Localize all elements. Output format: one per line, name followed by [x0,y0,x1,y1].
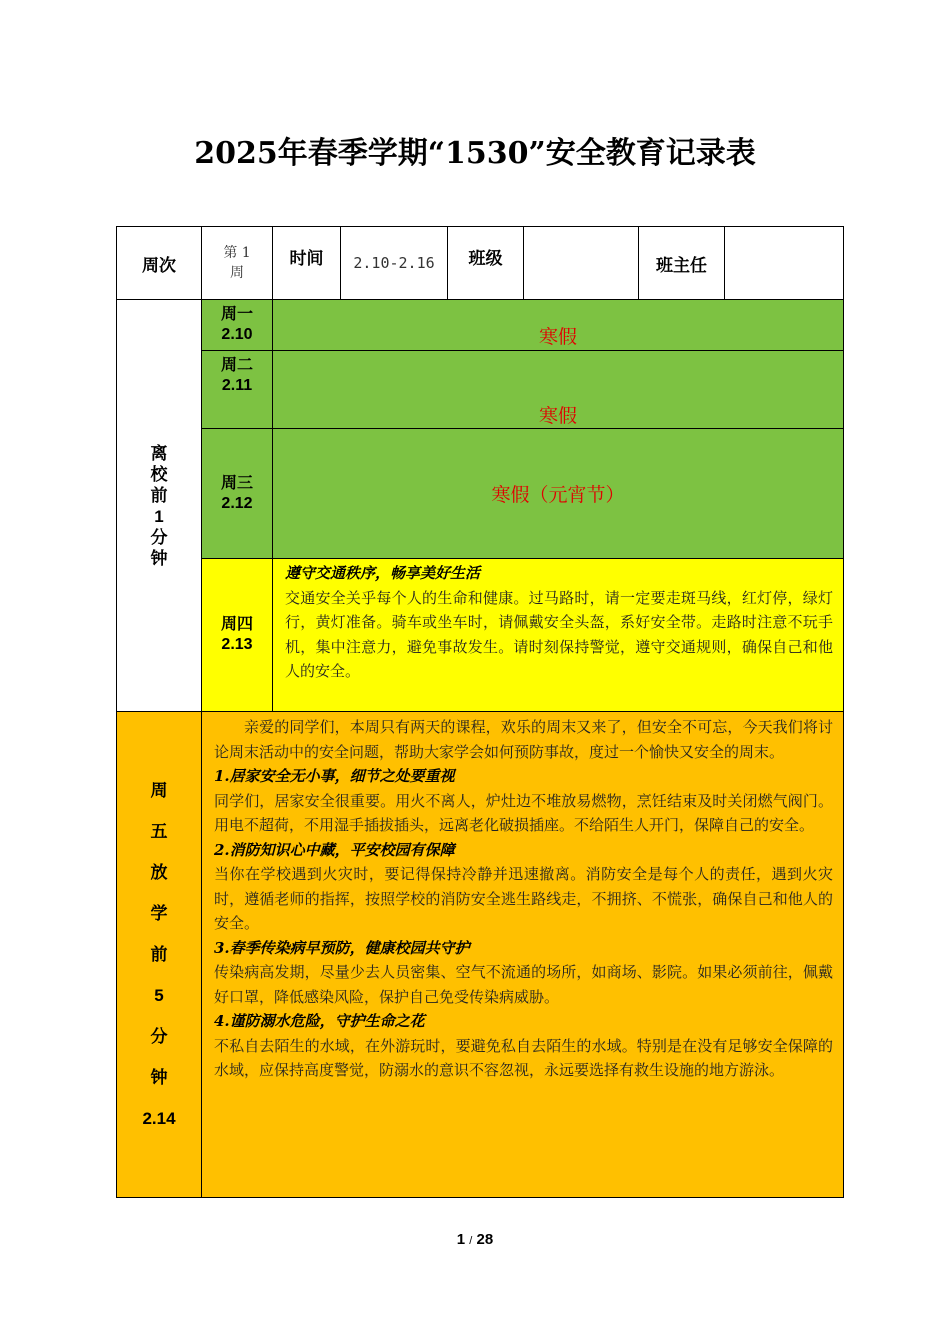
friday-item-heading: 1.居家安全无小事，细节之处要重视 [214,767,455,785]
side-char: 周 [150,781,168,800]
wednesday-holiday-text: 寒假（元宵节） [273,429,844,559]
monday-date: 2.10 [221,326,253,343]
friday-item-body: 不私自去陌生的水域，在外游玩时，要避免私自去陌生的水域。特别是在没有足够安全保障的水域，应保持高度警觉，防溺水的意识不容忽视，永远要选择有救生设施的地方游泳。 [214,1036,833,1079]
side-char: 校 [150,464,168,484]
tuesday-weekday: 周二 [220,357,253,374]
monday-holiday-text: 寒假 [273,300,844,351]
wednesday-weekday: 周三 [220,474,253,492]
time-label: 时间 [273,227,341,300]
wednesday-date: 2.12 [221,494,253,512]
friday-item-heading: 4.谨防溺水危险，守护生命之花 [214,1012,425,1030]
tuesday-day-cell [202,351,273,429]
side-char: 1 [154,506,164,526]
thursday-day-cell [202,559,273,712]
teacher-label: 班主任 [639,227,725,300]
class-label: 班级 [448,227,524,300]
thursday-row [117,559,844,712]
wednesday-row [117,429,844,559]
header-row [117,227,844,300]
side-char: 5 [154,986,164,1005]
thursday-weekday: 周四 [220,616,253,633]
friday-item-body: 传染病高发期，尽量少去人员密集、空气不流通的场所，如商场、影院。如果必须前往，佩戴好口罩，降低感染风险，保护自己免受传染病威胁。 [214,963,833,1006]
page-total: 28 [476,1231,494,1248]
friday-row [117,712,844,1198]
week-value-line2: 周 [230,265,244,281]
teacher-value-field[interactable] [725,227,844,300]
side-char: 前 [150,485,168,505]
week-label: 周次 [117,227,202,300]
side-char: 分 [150,1027,168,1046]
page-title: 2025年春季学期“1530”安全教育记录表 [194,136,756,171]
side-char: 钟 [150,548,168,568]
time-value: 2.10-2.16 [341,227,448,300]
before-leave-label [117,300,202,712]
side-char: 学 [150,904,168,923]
side-char: 离 [150,443,168,463]
monday-weekday: 周一 [220,306,253,323]
thursday-heading: 遵守交通秩序，畅享美好生活 [285,564,481,582]
friday-content [202,712,844,1198]
thursday-body: 交通安全关乎每个人的生命和健康。过马路时，请一定要走斑马线，红灯停，绿灯行，黄灯准备。骑车或坐车时，请佩戴安全头盔，系好安全带。走路时注意不玩手机，集中注意力，避免事故发生。请时刻保持警觉，遵守交通规则，确保自己和他人的安全。 [285,588,833,680]
page-separator: / [469,1235,473,1247]
side-char: 五 [150,822,168,841]
side-char: 2.14 [142,1109,176,1128]
tuesday-date: 2.11 [221,377,253,394]
week-value [202,227,273,300]
side-char: 放 [150,863,168,882]
side-char: 分 [150,527,168,547]
friday-item-heading: 3.春季传染病早预防，健康校园共守护 [214,938,470,957]
monday-day-cell [202,300,273,351]
wednesday-day-cell [202,429,273,559]
before-dismissal-label [117,712,202,1198]
side-char: 前 [150,945,168,964]
friday-item-body: 同学们，居家安全很重要。用火不离人，炉灶边不堆放易燃物，烹饪结束及时关闭燃气阀门。用电不超荷，不用湿手插拔插头，远离老化破损插座。不给陌生人开门，保障自己的安全。 [214,791,833,834]
friday-item-body: 当你在学校遇到火灾时，要记得保持冷静并迅速撤离。消防安全是每个人的责任，遇到火灾时，遵循老师的指挥，按照学校的消防安全逃生路线走，不拥挤、不慌张，确保自己和他人的安全。 [214,865,833,932]
page-number [0,1231,950,1248]
side-char: 钟 [150,1068,168,1087]
tuesday-row [117,351,844,429]
page-current: 1 [456,1231,466,1248]
tuesday-holiday-text: 寒假 [273,351,844,429]
friday-item-heading: 2.消防知识心中藏，平安校园有保障 [214,840,455,859]
week-value-line1: 第 1 [223,245,251,261]
class-value-field[interactable] [524,227,639,300]
thursday-date: 2.13 [221,636,253,653]
monday-row [117,300,844,351]
thursday-content [273,559,844,712]
friday-intro: 亲爱的同学们，本周只有两天的课程，欢乐的周末又来了，但安全不可忘，今天我们将讨论周末活动中的安全问题，帮助大家学会如何预防事故，度过一个愉快又安全的周末。 [214,718,833,761]
safety-record-table [116,226,844,1198]
